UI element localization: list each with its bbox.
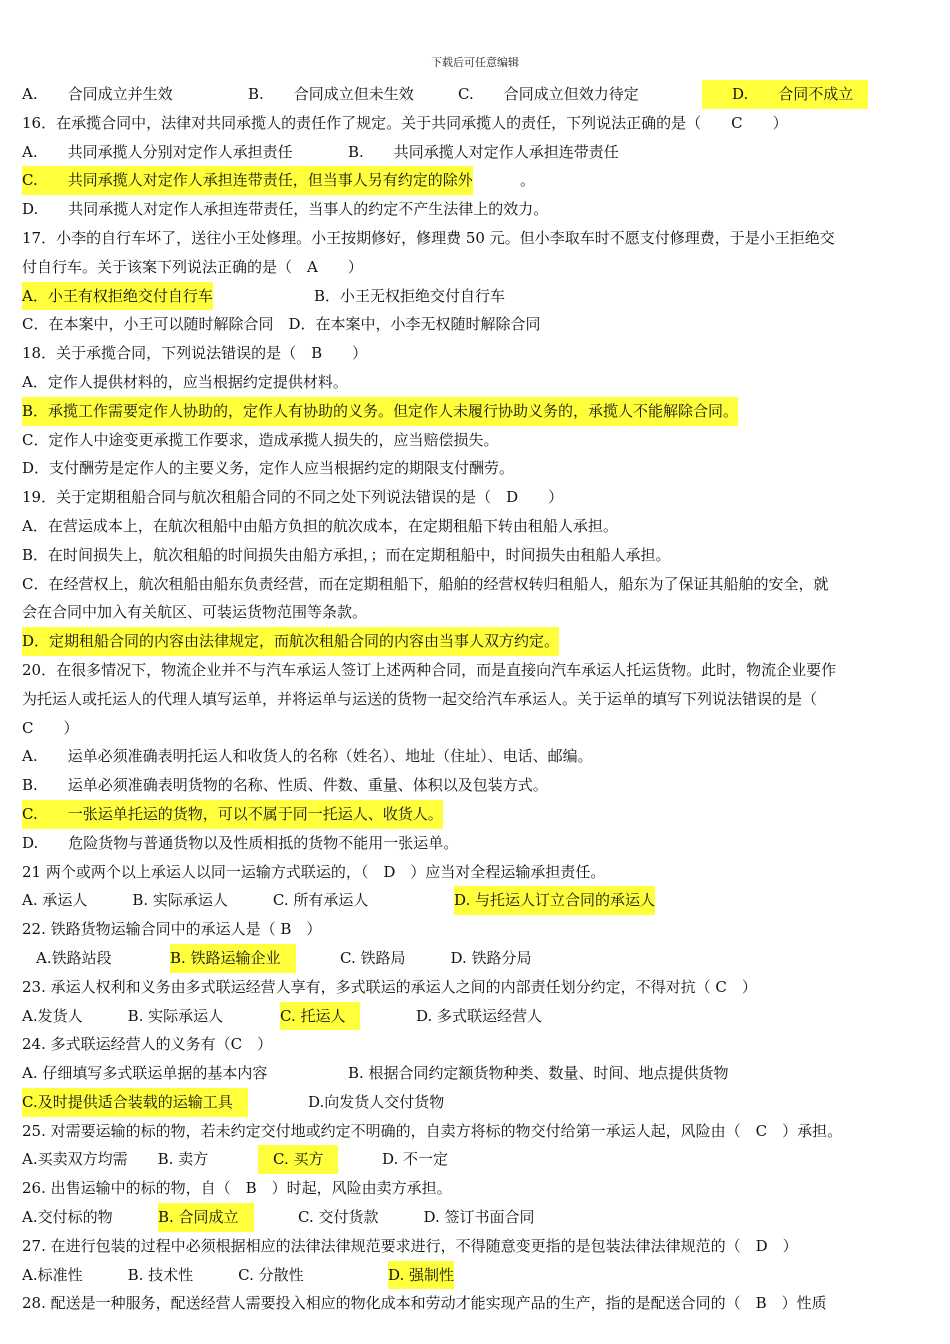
text-segment: B. 运单必须准确表明货物的名称、性质、件数、重量、体积以及包装方式。 xyxy=(22,776,548,795)
text-line xyxy=(22,109,932,138)
text-line xyxy=(22,339,932,368)
text-segment: 24. 多式联运经营人的义务有（C ） xyxy=(22,1035,273,1054)
text-segment: 17．小李的自行车坏了，送往小王处修理。小王按期修好，修理费 50 元。但小李取车时不愿支付修理费，于是小王拒绝交 xyxy=(22,228,835,247)
highlighted-answer: B. 铁路运输企业 xyxy=(170,944,296,973)
text-line xyxy=(22,1030,932,1059)
text-line xyxy=(22,1059,932,1088)
text-segment: 22. 铁路货物运输合同中的承运人是（ B ） xyxy=(22,920,322,939)
highlighted-answer: C. 买方 xyxy=(258,1145,338,1174)
text-line xyxy=(22,454,932,483)
text-segment: C. 合同成立但效力待定 xyxy=(458,85,639,103)
text-segment: 21 两个或两个以上承运人以同一运输方式联运的，（ D ）应当对全程运输承担责任。 xyxy=(22,862,606,881)
text-line xyxy=(22,1145,932,1174)
highlighted-answer: D．定期租船合同的内容由法律规定，而航次租船合同的内容由当事人双方约定。 xyxy=(22,627,559,656)
text-line xyxy=(22,1174,932,1203)
text-segment: 23. 承运人权利和义务由多式联运经营人享有，多式联运的承运人之间的内部责任划分约定，不得对抗（ C ） xyxy=(22,977,757,996)
text-line xyxy=(22,685,932,714)
text-segment: A.发货人 B. 实际承运人 xyxy=(22,1006,224,1025)
text-segment: 26. 出售运输中的标的物，自（ B ）时起，风险由卖方承担。 xyxy=(22,1179,452,1198)
text-line xyxy=(22,1261,932,1290)
text-line xyxy=(22,656,932,685)
text-segment: A. 合同成立并生效 xyxy=(22,85,173,103)
text-segment: A. 仔细填写多式联运单据的基本内容 xyxy=(22,1064,268,1083)
text-line xyxy=(22,512,932,541)
text-line xyxy=(22,138,932,167)
text-segment: B．在时间损失上，航次租船的时间损失由船方承担，；而在定期租船中，时间损失由租船人承担。 xyxy=(22,545,671,564)
text-segment: A.交付标的物 xyxy=(22,1208,113,1227)
text-line xyxy=(22,886,932,915)
text-segment: 。 xyxy=(520,171,536,190)
text-line xyxy=(22,426,932,455)
text-line xyxy=(22,570,932,599)
highlighted-answer: B．承揽工作需要定作人协助的，定作人有协助的义务。但定作人未履行协助义务的，承揽人不能解除合同。 xyxy=(22,397,738,426)
page-header: 下载后可任意编辑 xyxy=(431,56,519,69)
text-segment: C．定作人中途变更承揽工作要求，造成承揽人损失的，应当赔偿损失。 xyxy=(22,430,499,449)
text-segment: 16．在承揽合同中，法律对共同承揽人的责任作了规定。关于共同承揽人的责任，下列说法正确的是（ C ） xyxy=(22,113,788,132)
text-segment: 付自行车。关于该案下列说法正确的是（ A ） xyxy=(22,257,363,276)
highlighted-answer: C. 一张运单托运的货物，可以不属于同一托运人、收货人。 xyxy=(22,800,443,829)
text-segment: A．在营运成本上，在航次租船中由船方负担的航次成本，在定期租船下转由租船人承担。 xyxy=(22,516,618,535)
text-segment: A. 共同承揽人分别对定作人承担责任 xyxy=(22,142,293,161)
text-segment: A. 运单必须准确表明托运人和收货人的名称（姓名）、地址（住址）、电话、邮编。 xyxy=(22,747,593,766)
text-segment: 20．在很多情况下，物流企业并不与汽车承运人签订上述两种合同，而是直接向汽车承运人托运货物。此时，物流企业要作 xyxy=(22,660,837,679)
text-line xyxy=(22,166,932,195)
highlighted-answer: D. 与托运人订立合同的承运人 xyxy=(454,886,655,915)
text-segment: C. 铁路局 D. 铁路分局 xyxy=(340,948,532,967)
text-segment: A.标准性 B. 技术性 C. 分散性 xyxy=(22,1265,304,1284)
text-segment: C．在经营权上，航次租船由船东负责经营，而在定期租船下，船舶的经营权转归租船人，船东为了保证其船舶的安全，就 xyxy=(22,574,829,593)
text-line xyxy=(22,368,932,397)
text-segment: C ） xyxy=(22,718,79,737)
text-line xyxy=(22,1203,932,1232)
text-line xyxy=(22,1088,932,1117)
text-segment: 为托运人或托运人的代理人填写运单，并将运单与运送的货物一起交给汽车承运人。关于运单的填写下列说法错误的是（ xyxy=(22,689,818,708)
text-line xyxy=(22,915,932,944)
highlighted-answer: C. 共同承揽人对定作人承担连带责任，但当事人另有约定的除外 xyxy=(22,166,473,195)
text-segment: A. 承运人 B. 实际承运人 C. 所有承运人 xyxy=(22,891,369,910)
text-line xyxy=(22,1289,932,1318)
text-line xyxy=(22,483,932,512)
text-segment: 18．关于承揽合同，下列说法错误的是（ B ） xyxy=(22,344,368,363)
text-segment: B．小王无权拒绝交付自行车 xyxy=(314,286,506,305)
text-line xyxy=(22,771,932,800)
text-line xyxy=(22,1117,932,1146)
text-line xyxy=(22,627,932,656)
highlighted-answer: D. 合同不成立 xyxy=(702,80,868,109)
highlighted-answer: B. 合同成立 xyxy=(158,1203,254,1232)
text-line xyxy=(22,1002,932,1031)
text-line xyxy=(22,1232,932,1261)
text-segment: D. 不一定 xyxy=(382,1150,449,1169)
text-line xyxy=(22,541,932,570)
text-line xyxy=(22,195,932,224)
highlighted-answer: A．小王有权拒绝交付自行车 xyxy=(22,282,213,311)
text-segment: 27. 在进行包装的过程中必须根据相应的法律法律规范要求进行，不得随意变更指的是包装法律法律规范的（ D ） xyxy=(22,1236,798,1255)
highlighted-answer: C.及时提供适合装载的运输工具 xyxy=(22,1088,248,1117)
document-body xyxy=(22,80,932,1318)
text-line xyxy=(22,224,932,253)
text-line xyxy=(22,973,932,1002)
text-line xyxy=(22,858,932,887)
text-line xyxy=(22,742,932,771)
text-segment: D.向发货人交付货物 xyxy=(308,1092,445,1111)
text-segment: B. 共同承揽人对定作人承担连带责任 xyxy=(348,142,619,161)
text-segment: 28. 配送是一种服务，配送经营人需要投入相应的物化成本和劳动才能实现产品的生产，指的是配送合同的（ B ）性质 xyxy=(22,1294,827,1313)
text-line xyxy=(22,80,932,109)
text-line xyxy=(22,310,932,339)
text-line xyxy=(22,944,932,973)
text-segment: A．定作人提供材料的，应当根据约定提供材料。 xyxy=(22,372,348,391)
text-segment: 25. 对需要运输的标的物，若未约定交付地或约定不明确的，自卖方将标的物交付给第一承运人起，风险由（ C ）承担。 xyxy=(22,1121,843,1140)
text-segment: D．支付酬劳是定作人的主要义务，定作人应当根据约定的期限支付酬劳。 xyxy=(22,459,515,478)
highlighted-answer: D. 强制性 xyxy=(388,1261,454,1290)
text-line xyxy=(22,282,932,311)
text-line xyxy=(22,800,932,829)
text-line xyxy=(22,253,932,282)
text-segment: B. 合同成立但未生效 xyxy=(248,85,414,103)
text-segment: D. 共同承揽人对定作人承担连带责任，当事人的约定不产生法律上的效力。 xyxy=(22,200,549,219)
text-segment: C．在本案中，小王可以随时解除合同 D．在本案中，小李无权随时解除合同 xyxy=(22,315,541,334)
text-line xyxy=(22,598,932,627)
text-segment: B. 根据合同约定额货物种类、数量、时间、地点提供货物 xyxy=(348,1064,729,1083)
text-segment: 19．关于定期租船合同与航次租船合同的不同之处下列说法错误的是（ D ） xyxy=(22,488,564,507)
text-segment: 会在合同中加入有关航区、可装运货物范围等条款。 xyxy=(22,603,368,622)
text-segment: C. 交付货款 D. 签订书面合同 xyxy=(298,1208,535,1227)
highlighted-answer: C. 托运人 xyxy=(280,1002,360,1031)
text-segment: D. 多式联运经营人 xyxy=(416,1006,543,1025)
text-segment: D. 危险货物与普通货物以及性质相抵的货物不能用一张运单。 xyxy=(22,833,459,852)
text-line xyxy=(22,714,932,743)
text-line xyxy=(22,397,932,426)
text-line xyxy=(22,829,932,858)
text-segment: A.买卖双方均需 B. 卖方 xyxy=(22,1150,209,1169)
text-segment: A.铁路站段 xyxy=(36,948,112,967)
